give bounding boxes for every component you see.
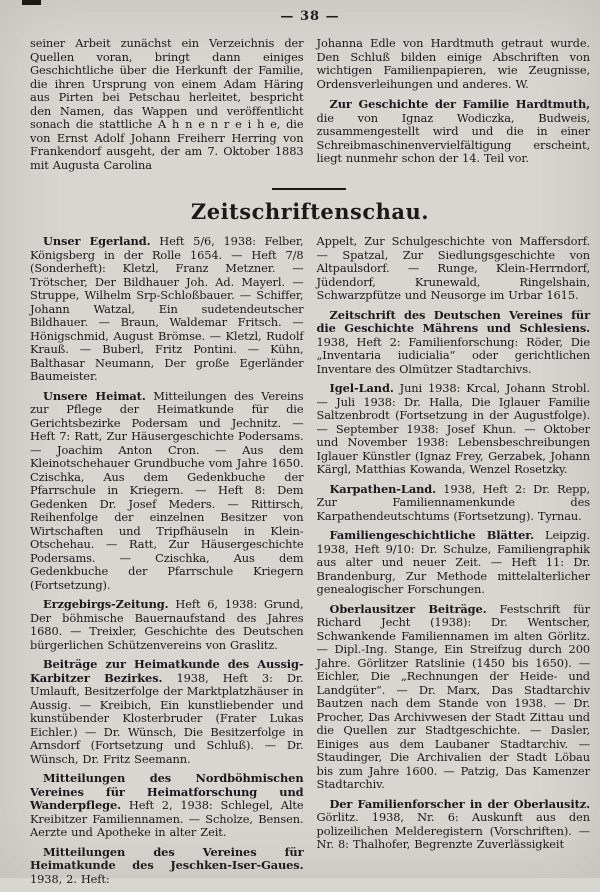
journal-entry: Beiträge zur Heimatkunde des Aussig-Karbitzer Bezirkes. 1938, Heft 3: Dr. Umlauft, Besitzerfolge der Marktplatzhäuser in Aussig. — Kreibich, Ein kunstliebender und kunstübender Klosterbruder (Frater Lukas Eichler.) — Dr. Wünsch, Die Besitzerfolge in Arnsdorf (Fortsetzung und Schluß). — Dr. Wünsch, Dr. Fritz Seemann.: [30, 657, 304, 766]
journal-entry-title: Mitteilungen des Vereines für Heimatkunde des Jeschken-Iser-Gaues.: [30, 844, 304, 872]
journal-entry: Der Familienforscher in der Oberlausitz. Görlitz. 1938, Nr. 6: Auskunft aus den polizeilichen Melderegistern (Vorschriften). — Nr. 8: Thalhofer, Begrenzte Zuverlässigkeit: [316, 796, 590, 851]
page-number: — 38 —: [280, 9, 340, 24]
continuation-paragraph-right: Johanna Edle von Hardtmuth getraut wurde. Den Schluß bilden einige Abschriften von wichtigen Familienpapieren, wie Zeugnisse, Ordensverleihungen und anderes. W.: [316, 36, 590, 91]
journal-entry-title: Karpathen-Land.: [329, 481, 437, 496]
journal-entry-title: Familiengeschichtliche Blätter.: [329, 528, 535, 542]
journal-entry-title: Erzgebirgs-Zeitung.: [43, 597, 169, 611]
journal-entry-title: Oberlausitzer Beiträge.: [329, 601, 487, 616]
journal-entry: Oberlausitzer Beiträge. Festschrift für Richard Jecht (1938): Dr. Wentscher, Schwankende Familiennamen im alten Görlitz. — Dipl.-Ing. Stange, Ein Streifzug durch 200 Jahre. Görlitzer Ratslinie (1450 bis 1650). — Eichler, Die „Rechnungen der Heide- und Landgüter“. — Dr. Marx, Das Stadtarchiv Bautzen nach dem Stande von 1938. — Dr. Procher, Das Archivwesen der Stadt Zittau und die Quellen zur Stadtgeschichte. — Dasler, Einiges aus dem Laubaner Stadtarchiv. — Staudinger, Die Archivalien der Stadt Löbau bis zum Jahre 1600. — Patzig, Das Kamenzer Stadtarchiv.: [316, 601, 590, 791]
journal-entry: Familiengeschichtliche Blätter. Leipzig. 1938, Heft 9/10: Dr. Schulze, Familiengraphik aus alter und neuer Zeit. — Heft 11: Dr. Brandenburg, Zur Methode mittelalterlicher genealogischer Forschungen.: [316, 528, 590, 596]
journal-entry: Erzgebirgs-Zeitung. Heft 6, 1938: Grund, Der böhmische Bauernaufstand des Jahres 1680. — Treixler, Geschichte des Deutschen bürgerlichen Schützenvereins von Graslitz.: [30, 597, 304, 652]
journal-entry-title: Beiträge zur Heimatkunde des Aussig-Karbitzer Bezirkes.: [30, 657, 304, 685]
journal-entry: Unsere Heimat. Mitteilungen des Vereins zur Pflege der Heimatkunde für die Gerichtsbezirke Podersam und Jechnitz. — Heft 7: Ratt, Zur Häusergeschichte Podersams. — Joachim Anton Cron. — Aus dem Kleinotschehauer Grundbuche vom Jahre 1650. Czischka, Aus dem Gedenkbuche der Pfarrschule in Kriegern. — Heft 8: Dem Gedenken Dr. Josef Meders. — Rittirsch, Reihenfolge der einzelnen Besitzer von Wirtschaften und Tripfhäuseln in Klein-Otschehau. — Ratt, Zur Häusergeschichte Podersams. — Czischka, Aus dem Gedenkbuche der Pfarrschule Kriegern (Fortsetzung).: [30, 388, 304, 592]
continuation-section: [30, 37, 590, 179]
continuation-paragraph-left: seiner Arbeit zunächst ein Verzeichnis der Quellen voran, bringt dann einiges Geschichtliche über die Herkunft der Familie, die ihren Ursprung von einem Adam Häring aus Pirten bei Petschau herleitet, bespricht den Namen, das Wappen und veröffentlicht sonach die stattliche A h n e n r e i h e, die von Ernst Adolf Johann Freiherr Herring von Frankendorf ausgeht, der am 7. Oktober 1883 mit Augusta Carolina: [30, 36, 304, 172]
hardtmuth-notice: [317, 98, 591, 166]
review-right-column: [317, 235, 591, 892]
review-section: [30, 235, 590, 892]
journal-entry-title: Mitteilungen des Nordböhmischen Vereines für Heimatforschung und Wanderpflege.: [30, 771, 304, 812]
section-divider: [272, 188, 346, 190]
continuation-right-column: [317, 37, 591, 179]
journal-entry: Appelt, Zur Schulgeschichte von Maffersdorf. — Spatzal, Zur Siedlungsgeschichte von Altpaulsdorf. — Runge, Klein-Herrndorf, Jüdendorf, Krunewald, Ringelshain, Schwarzpfütze und Neusorge im Urbar 1615.: [316, 234, 590, 302]
journal-entry: Mitteilungen des Vereines für Heimatkunde des Jeschken-Iser-Gaues. 1938, 2. Heft:: [30, 844, 304, 886]
continuation-left-column: [30, 37, 304, 179]
journal-entry-title: Unsere Heimat.: [43, 388, 146, 403]
scan-artifact: [22, 0, 41, 5]
journal-entry-title: Der Familienforscher in der Oberlausitz.: [329, 796, 590, 811]
hardtmuth-notice-title: Zur Geschichte der Familie Hardtmuth,: [329, 97, 590, 111]
journal-entry: Mitteilungen des Nordböhmischen Vereines für Heimatforschung und Wanderpflege. Heft 2, 1938: Schlegel, Alte Kreibitzer Familiennamen. — Scholze, Bensen. Aerzte und Apotheke in alter Zeit.: [30, 771, 304, 839]
journal-entry-title: Zeitschrift des Deutschen Vereines für die Geschichte Mährens und Schlesiens.: [316, 307, 590, 335]
section-title: Zeitschriftenschau.: [190, 199, 430, 224]
journal-entry: Karpathen-Land. 1938, Heft 2: Dr. Repp, Zur Familiennamenkunde des Karpathendeutschtums (Fortsetzung). Tyrnau.: [316, 481, 590, 523]
journal-entry: Igel-Land. Juni 1938: Krcal, Johann Strobl. — Juli 1938: Dr. Halla, Die Iglauer Familie Saltzenbrodt (Fortsetzung in der Augustfolge). — September 1938: Josef Khun. — Oktober und November 1938: Lebensbeschreibungen Iglauer Künstler (Ignaz Frey, Gerzabek, Johann Kärgl, Matthias Kowanda, Wenzel Rosetzky.: [316, 381, 590, 476]
journal-entry-title: Igel-Land.: [329, 381, 394, 395]
hardtmuth-notice-text: die von Ignaz Wodiczka, Budweis, zusammengestellt wird und die in einer Schreibmaschinenvervielfältigung erscheint, liegt nunmehr schon der 14. Teil vor.: [316, 110, 590, 165]
journal-entry: Unser Egerland. Heft 5/6, 1938: Felber, Königsberg in der Rolle 1654. — Heft 7/8 (Sonderheft): Kletzl, Franz Metzner. — Trötscher, Der Bildhauer Joh. Ad. Mayerl. — Struppe, Wilhelm Srp-Schloßbauer. — Schiffer, Johann Watzal, Ein sudetendeutscher Bildhauer. — Braun, Waldemar Fritsch. — Hönigschmid, August Brömse. — Kletzl, Rudolf Krauß. — Buberl, Fritz Pontini. — Kühn, Balthasar Neumann, Der große Egerländer Baumeister.: [30, 234, 304, 383]
journal-entry-title: Unser Egerland.: [43, 234, 151, 248]
journal-entry: Zeitschrift des Deutschen Vereines für die Geschichte Mährens und Schlesiens. 1938, Heft 2: Familienforschung: Röder, Die „Inventaria iudicialia“ oder gerichtlichen Inventare des Olmützer Stadtarchivs.: [316, 307, 590, 376]
review-left-column: [30, 235, 304, 892]
